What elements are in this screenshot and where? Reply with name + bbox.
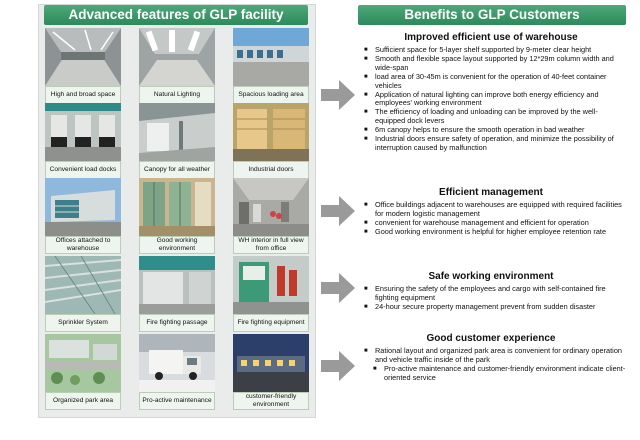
skylight-photo bbox=[139, 28, 215, 86]
features-header: Advanced features of GLP facility bbox=[44, 5, 308, 25]
warehouse-interior-photo bbox=[45, 28, 121, 86]
park-area-photo bbox=[45, 334, 121, 392]
arrow-right-icon bbox=[321, 351, 355, 381]
benefit-item: ■ Sufficient space for 5-layer shelf supported by 9-meter clear height bbox=[364, 46, 626, 55]
loading-area-photo bbox=[233, 28, 309, 86]
section-title-customer-experience: Good customer experience bbox=[426, 333, 556, 344]
benefit-item: ■ load area of 30-45m is convenient for the operation of 40-feet container vehicles bbox=[364, 73, 626, 91]
feature-caption: High and broad space bbox=[45, 86, 121, 104]
benefit-item: ■ 6m canopy helps to ensure the smooth operation in bad weather bbox=[364, 126, 626, 135]
benefit-item: ■ Pro-active maintenance and customer-friendly environment indicate client-oriented service bbox=[364, 365, 626, 383]
feature-caption: WH interior in full view from office bbox=[233, 236, 309, 254]
efficient-use-list bbox=[364, 46, 626, 153]
feature-caption: Organized park area bbox=[45, 392, 121, 410]
benefit-item: ■ Industrial doors ensure safety of operation, and minimize the possibility of interruption caused by malfunction bbox=[364, 135, 626, 153]
sprinkler-photo bbox=[45, 256, 121, 314]
night-view-photo bbox=[233, 334, 309, 392]
office-interior-photo bbox=[139, 178, 215, 236]
section-title-safe-working: Safe working environment bbox=[428, 271, 554, 282]
feature-caption: customer-friendly environment bbox=[233, 392, 309, 410]
feature-caption: Natural Lighting bbox=[139, 86, 215, 104]
arrow-right-icon bbox=[321, 80, 355, 110]
warehouse-view-photo bbox=[233, 178, 309, 236]
benefit-item: ■ Ensuring the safety of the employees and cargo with self-contained fire fighting equipment bbox=[364, 285, 626, 303]
maintenance-truck-photo bbox=[139, 334, 215, 392]
feature-caption: Offices attached to warehouse bbox=[45, 236, 121, 254]
benefit-item: ■ convenient for warehouse management and efficient for operation bbox=[364, 219, 626, 228]
feature-caption: Good working environment bbox=[139, 236, 215, 254]
customer-experience-list bbox=[364, 347, 626, 383]
benefit-item: ■ Office buildings adjacent to warehouses are equipped with required facilities for modern logistic management bbox=[364, 201, 626, 219]
benefit-item: ■ The efficiency of loading and unloading can be improved by the well-equipped dock levers bbox=[364, 108, 626, 126]
feature-caption: Industrial doors bbox=[233, 161, 309, 179]
load-docks-photo bbox=[45, 103, 121, 161]
canopy-photo bbox=[139, 103, 215, 161]
feature-caption: Convenient load docks bbox=[45, 161, 121, 179]
benefit-item: ■ Rational layout and organized park area is convenient for ordinary operation and vehicle traffic inside of the park bbox=[364, 347, 626, 365]
benefit-item: ■ 24-hour secure property management prevent from sudden disaster bbox=[364, 303, 626, 312]
fire-passage-photo bbox=[139, 256, 215, 314]
feature-caption: Sprinkler System bbox=[45, 314, 121, 332]
feature-caption: Fire fighting passage bbox=[139, 314, 215, 332]
efficient-management-list bbox=[364, 201, 626, 237]
benefit-item: ■ Smooth and flexible space layout supported by 12*29m column width and wide-span bbox=[364, 55, 626, 73]
feature-caption: Fire fighting equipment bbox=[233, 314, 309, 332]
section-title-efficient-use: Improved efficient use of warehouse bbox=[404, 32, 578, 43]
safe-working-list bbox=[364, 285, 626, 312]
arrow-right-icon bbox=[321, 273, 355, 303]
industrial-doors-photo bbox=[233, 103, 309, 161]
fire-equipment-photo bbox=[233, 256, 309, 314]
benefit-item: ■ Good working environment is helpful for higher employee retention rate bbox=[364, 228, 626, 237]
office-building-photo bbox=[45, 178, 121, 236]
arrow-right-icon bbox=[321, 196, 355, 226]
section-title-efficient-management: Efficient management bbox=[439, 187, 543, 198]
feature-caption: Spacious loading area bbox=[233, 86, 309, 104]
feature-caption: Canopy for all weather bbox=[139, 161, 215, 179]
feature-caption: Pro-active maintenance bbox=[139, 392, 215, 410]
benefits-header: Benefits to GLP Customers bbox=[358, 5, 626, 25]
benefit-item: ■ Application of natural lighting can improve both energy efficiency and employees' working environment bbox=[364, 91, 626, 109]
